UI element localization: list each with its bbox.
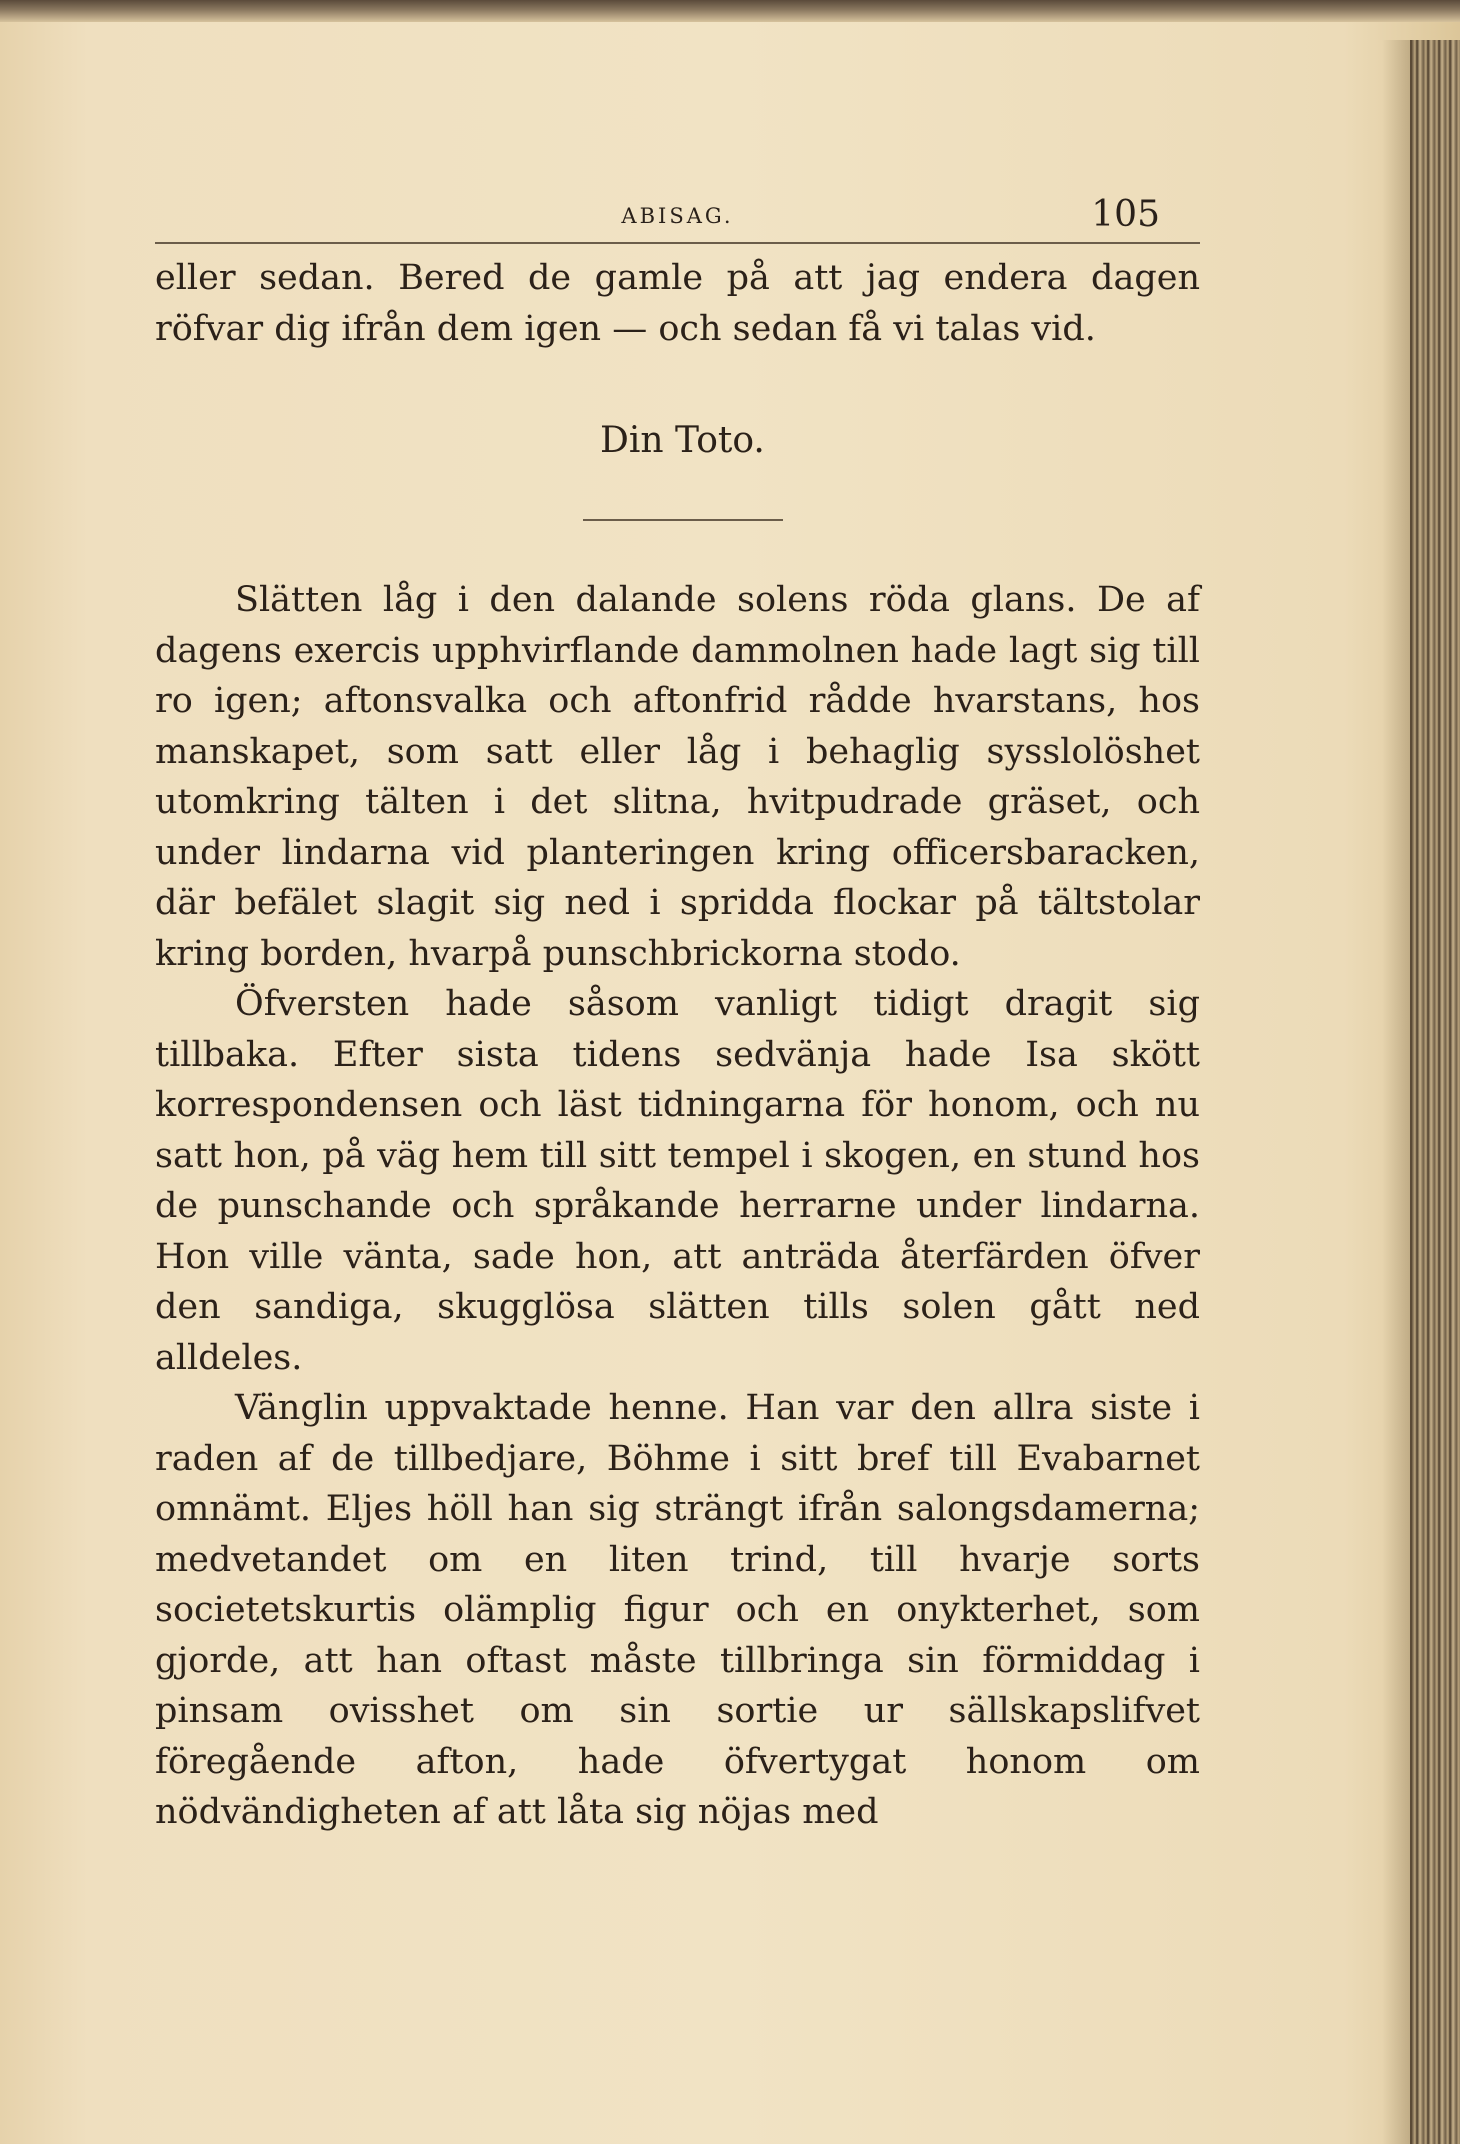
body-text <box>155 575 1200 1838</box>
page-top-edge <box>0 0 1460 22</box>
section-separator <box>583 519 783 521</box>
paragraph-2: Öfversten hade såsom vanligt tidigt dragit sig tillbaka. Efter sista tidens sedvänja hade Isa skött korrespondensen och läst tidningarna för honom, och nu satt hon, på väg hem till sitt tempel i skogen, en stund hos de punschande och språkande herrarne under lindarna. Hon ville vänta, sade hon, att anträda återfärden öfver den sandiga, skugglösa slätten tills solen gått ned alldeles. <box>155 984 1200 1378</box>
paragraph-1: Slätten låg i den dalande solens röda glans. De af dagens exercis upphvirflande dammolnen hade lagt sig till ro igen; aftonsvalka och aftonfrid rådde hvarstans, hos manskapet, som satt eller låg i behaglig sysslolöshet utomkring tälten i det slitna, hvitpudrade gräset, och under lindarna vid planteringen kring officersbaracken, där befälet slagit sig ned i spridda flockar på tältstolar kring borden, hvarpå punschbrickorna stodo. <box>155 580 1200 974</box>
letter-paragraph: eller sedan. Bered de gamle på att jag endera dagen röfvar dig ifrån dem igen — och sedan få vi talas vid. <box>155 258 1200 349</box>
running-header <box>155 190 1200 244</box>
paragraph-3: Vänglin uppvaktade henne. Han var den allra siste i raden af de tillbedjare, Böhme i sitt bref till Evabarnet omnämt. Eljes höll han sig strängt ifrån salongsdamerna; medvetandet om en liten trind, till hvarje sorts societetskurtis olämplig figur och en onykterhet, som gjorde, att han oftast måste tillbringa sin förmiddag i pinsam ovisshet om sin sortie ur sällskapslifvet föregående afton, hade öfvertygat honom om nödvändigheten af att låta sig nöjas med <box>155 1388 1200 1832</box>
letter-closing <box>155 253 1200 354</box>
letter-signature: Din Toto. <box>600 420 765 461</box>
page-number: 105 <box>1091 194 1160 235</box>
gutter-shadow <box>1382 40 1412 2144</box>
book-spine <box>1410 40 1460 2144</box>
running-title: ABISAG. <box>621 204 734 228</box>
